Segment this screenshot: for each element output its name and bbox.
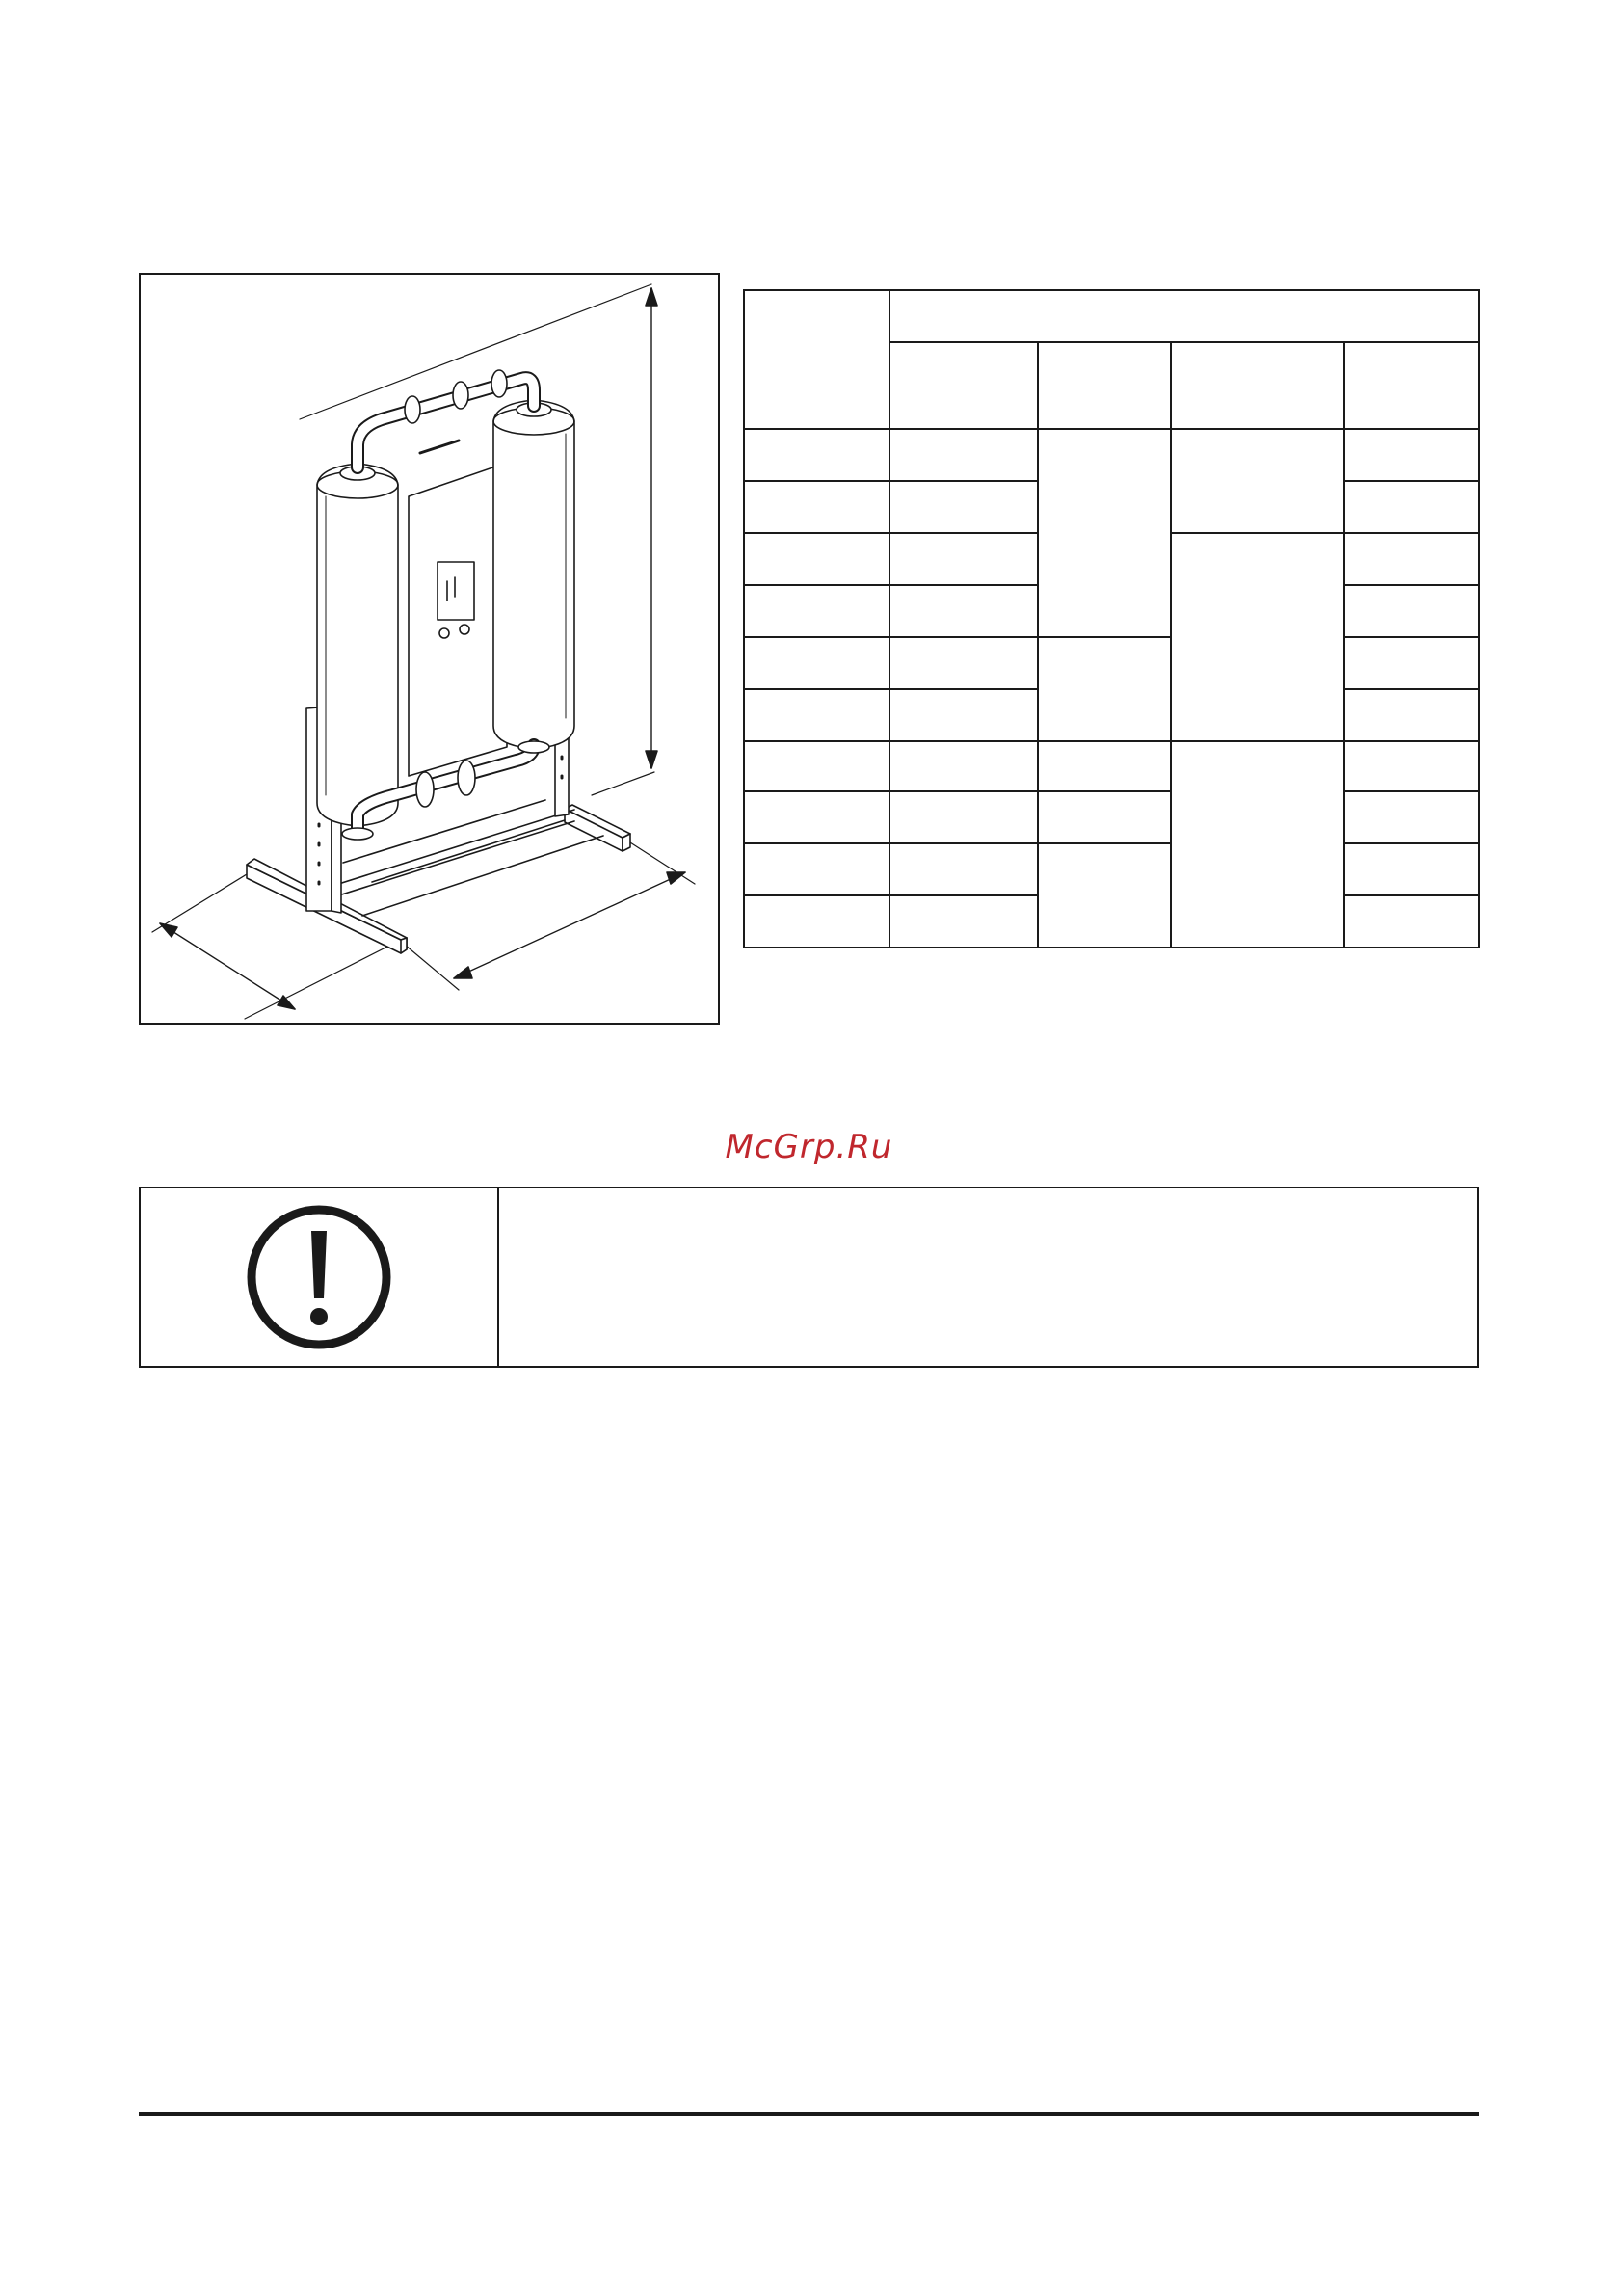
table-cell [744, 689, 889, 741]
table-cell-merged [1038, 637, 1171, 741]
table-cell [744, 741, 889, 791]
header-cell-weight [1344, 342, 1479, 429]
notice-text-cell [499, 1188, 1477, 1366]
table-cell [1344, 741, 1479, 791]
table-cell-merged [1171, 429, 1344, 533]
table-cell [744, 843, 889, 895]
table-cell [1038, 741, 1171, 791]
table-cell [889, 689, 1038, 741]
table-cell [889, 741, 1038, 791]
table-cell [1344, 895, 1479, 948]
table-cell-merged [1171, 533, 1344, 741]
header-cell-dimensions-group [889, 290, 1479, 342]
footer-rule [139, 2112, 1479, 2116]
table-cell [1344, 689, 1479, 741]
watermark-text: McGrp.Ru [725, 1128, 893, 1166]
table-cell [744, 481, 889, 533]
table-cell [1038, 791, 1171, 843]
header-cell-c [1171, 342, 1344, 429]
table-cell-merged [1038, 843, 1171, 948]
header-cell-b [1038, 342, 1171, 429]
table-cell [1344, 429, 1479, 481]
dimension-table [743, 289, 1480, 948]
table-cell [744, 429, 889, 481]
table-cell [889, 637, 1038, 689]
table-cell [889, 585, 1038, 637]
header-cell-model [744, 290, 889, 429]
dryer-figure [139, 273, 720, 1025]
table-cell [889, 895, 1038, 948]
exclamation-circle-icon [244, 1202, 394, 1352]
table-cell [1344, 637, 1479, 689]
table-cell [744, 791, 889, 843]
table-cell [744, 585, 889, 637]
table-cell-merged [1171, 741, 1344, 948]
table-cell [1344, 585, 1479, 637]
table-cell [1344, 791, 1479, 843]
table-cell [744, 533, 889, 585]
notice-box [139, 1187, 1479, 1368]
table-cell [889, 481, 1038, 533]
table-cell-merged [1038, 429, 1171, 637]
notice-icon-cell [141, 1188, 499, 1366]
table-cell [889, 791, 1038, 843]
table-cell [744, 637, 889, 689]
table-cell [1344, 533, 1479, 585]
table-cell [889, 843, 1038, 895]
table-cell [744, 895, 889, 948]
table-cell [889, 533, 1038, 585]
header-cell-a [889, 342, 1038, 429]
dryer-drawing [141, 275, 719, 1023]
table-cell [1344, 843, 1479, 895]
table-cell [889, 429, 1038, 481]
table-cell [1344, 481, 1479, 533]
